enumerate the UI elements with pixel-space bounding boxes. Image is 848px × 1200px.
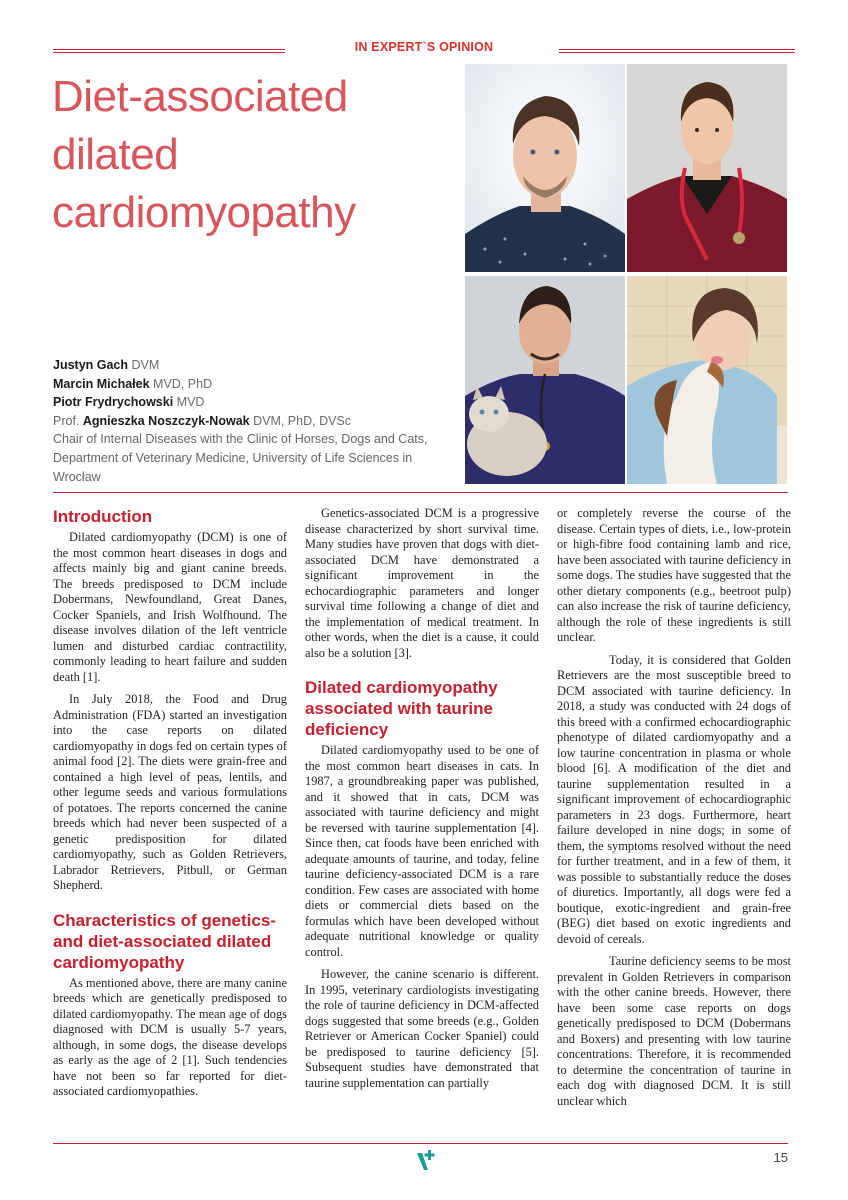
divider-top xyxy=(53,492,788,493)
section-label: IN EXPERT`S OPINION xyxy=(354,40,494,54)
paragraph: or completely reverse the course of the disease. Certain types of diets, i.e., low-protein or high-fibre food containing lamb and rice, have been associated with taurine deficiency in some dogs. The studies have suggested that the other dietary components (e.g., beetroot pulp) can also increase the risk of taurine deficiency, although the role of these ingredients is still unclear. xyxy=(557,506,791,644)
author-name: Justyn Gach xyxy=(53,358,129,372)
section-header xyxy=(53,38,795,58)
author-photo-1 xyxy=(465,64,625,272)
paragraph: Taurine deficiency seems to be most prevalent in Golden Retrievers in comparison with the other canine breeds. However, there have been some case reports on dogs genetically predisposed to DCM (Dobermans and Boxers) and presenting with low taurine concentrations. Therefore, it is recommended to determine the concentration of taurine in each dog with diagnosed DCM. It is still unclear which xyxy=(557,954,791,1108)
paragraph: Genetics-associated DCM is a progressive disease characterized by short survival time. Many studies have proven that dogs with diet-associated DCM have demonstrated a significant improvement in the echocardiographic parameters and longer survival time following a change of diet and the implementation of medical treatment. In other words, when the diet is a cause, it could also be a solution [3]. xyxy=(305,506,539,660)
author-photo-4 xyxy=(627,276,787,484)
text-column-1 xyxy=(53,506,287,1107)
page-number: 15 xyxy=(773,1150,788,1165)
heading-introduction: Introduction xyxy=(53,507,153,526)
author-name: Marcin Michałek xyxy=(53,376,150,391)
title-line: cardiomyopathy xyxy=(52,188,356,237)
author-entry xyxy=(53,393,453,412)
paragraph: In July 2018, the Food and Drug Administration (FDA) started an investigation into the case reports on dilated cardiomyopathy in dogs fed on certain types of animal food [2]. The diets were grain-free and contained a high level of peas, lentils, and other legume seeds and various formulations of potatoes. The reports concerned the canine breeds which had never been suspected of a genetic predisposition for dilated cardiomyopathy, such as Golden Retrievers, Labrador Retrievers, Pitbull, or German Shepherd. xyxy=(53,692,287,892)
paragraph: However, the canine scenario is different. In 1995, veterinary cardiologists investigating the role of taurine deficiency in DCM-affected dogs suggested that some breeds (e.g., Golden Retriever or American Cocker Spaniel) could be predisposed to taurine deficiency [5]. Subsequent studies have demonstrated that taurine supplementation can partially xyxy=(305,967,539,1090)
paragraph: Today, it is considered that Golden Retrievers are the most susceptible breed to DCM associated with taurine deficiency. In 2018, a study was conducted with 24 dogs of this breed with a confirmed echocardiographic phenotype of dilated cardiomyopathy and a low taurine concentration in plasma or whole blood [6]. A modification of the diet and taurine supplementation resulted in a significant improvement of echocardiographic parameters in 23 dogs. Furthermore, heart failure developed in nine dogs; in some of them, the symptoms resolved without the need for further treatment, and in a few of them, it was possible to substantially reduce the doses of diuretics. Importantly, all dogs were fed a boutique, exotic-ingredient and grain-free (BEG) diet based on exotic ingredients and devoid of cereals. xyxy=(557,652,791,946)
title-line: dilated xyxy=(52,130,179,179)
article-title xyxy=(52,68,452,242)
author-degrees: MVD, PhD xyxy=(149,376,213,391)
author-entry xyxy=(53,356,453,375)
author-prefix: Prof. xyxy=(53,413,83,428)
header-rule-right xyxy=(559,49,795,53)
title-line: Diet-associated xyxy=(52,72,348,121)
paragraph: As mentioned above, there are many canine breeds which are genetically predisposed to dilated cardiomyopathy. The mean age of dogs diagnosed with DCM is usually 5-7 years, although, in some dogs, the disease develops as early as the age of 2 [1]. Such tendencies have not been so far reported for diet-associated cardiomyopathies. xyxy=(53,975,287,1098)
author-entry xyxy=(53,412,453,431)
text-column-2 xyxy=(305,506,539,1098)
author-degrees: DVM xyxy=(128,358,160,372)
paragraph: Dilated cardiomyopathy used to be one of the most common heart diseases in cats. In 1987, a groundbreaking paper was published, and it showed that in cats, DCM was associated with taurine deficiency and might be reversed with taurine supplementation [4]. Since then, cat foods have been enriched with adequate amounts of taurine, and today, feline taurine deficiency-associated DCM is a rare condition. Few cases are associated with home diets or commercial diets based on the formulas which have been developed without adequate nutritional knowledge or quality control. xyxy=(305,743,539,959)
author-photo-3 xyxy=(465,276,625,484)
heading-taurine: Dilated cardiomyopathy associated with taurine deficiency xyxy=(305,678,498,739)
divider-bottom xyxy=(53,1143,788,1144)
author-list xyxy=(53,356,453,486)
vetplus-logo-icon xyxy=(414,1148,438,1172)
author-photos xyxy=(465,64,787,454)
heading-characteristics: Characteristics of genetics- and diet-associated dilated cardiomyopathy xyxy=(53,910,276,972)
author-affiliation: Chair of Internal Diseases with the Clinic of Horses, Dogs and Cats, Department of Veterinary Medicine, University of Life Sciences in Wrocław xyxy=(53,432,428,484)
author-photo-2 xyxy=(627,64,787,272)
author-degrees: DVM, PhD, DVSc xyxy=(249,413,352,428)
author-name: Agnieszka Noszczyk-Nowak xyxy=(82,413,250,428)
paragraph: Dilated cardiomyopathy (DCM) is one of the most common heart diseases in dogs and affects mainly big and giant canine breeds. The breeds predisposed to DCM include Dobermans, Newfoundland, Great Danes, Cocker Spaniels, and Irish Wolfhound. The disease involves dilation of the left ventricle lumen and disturbed cardiac contractility, commonly leading to heart failure and sudden death [1]. xyxy=(53,530,287,684)
author-entry xyxy=(53,375,453,394)
author-name: Piotr Frydrychowski xyxy=(53,395,174,410)
text-column-3 xyxy=(557,506,791,1116)
author-degrees: MVD xyxy=(173,395,205,410)
